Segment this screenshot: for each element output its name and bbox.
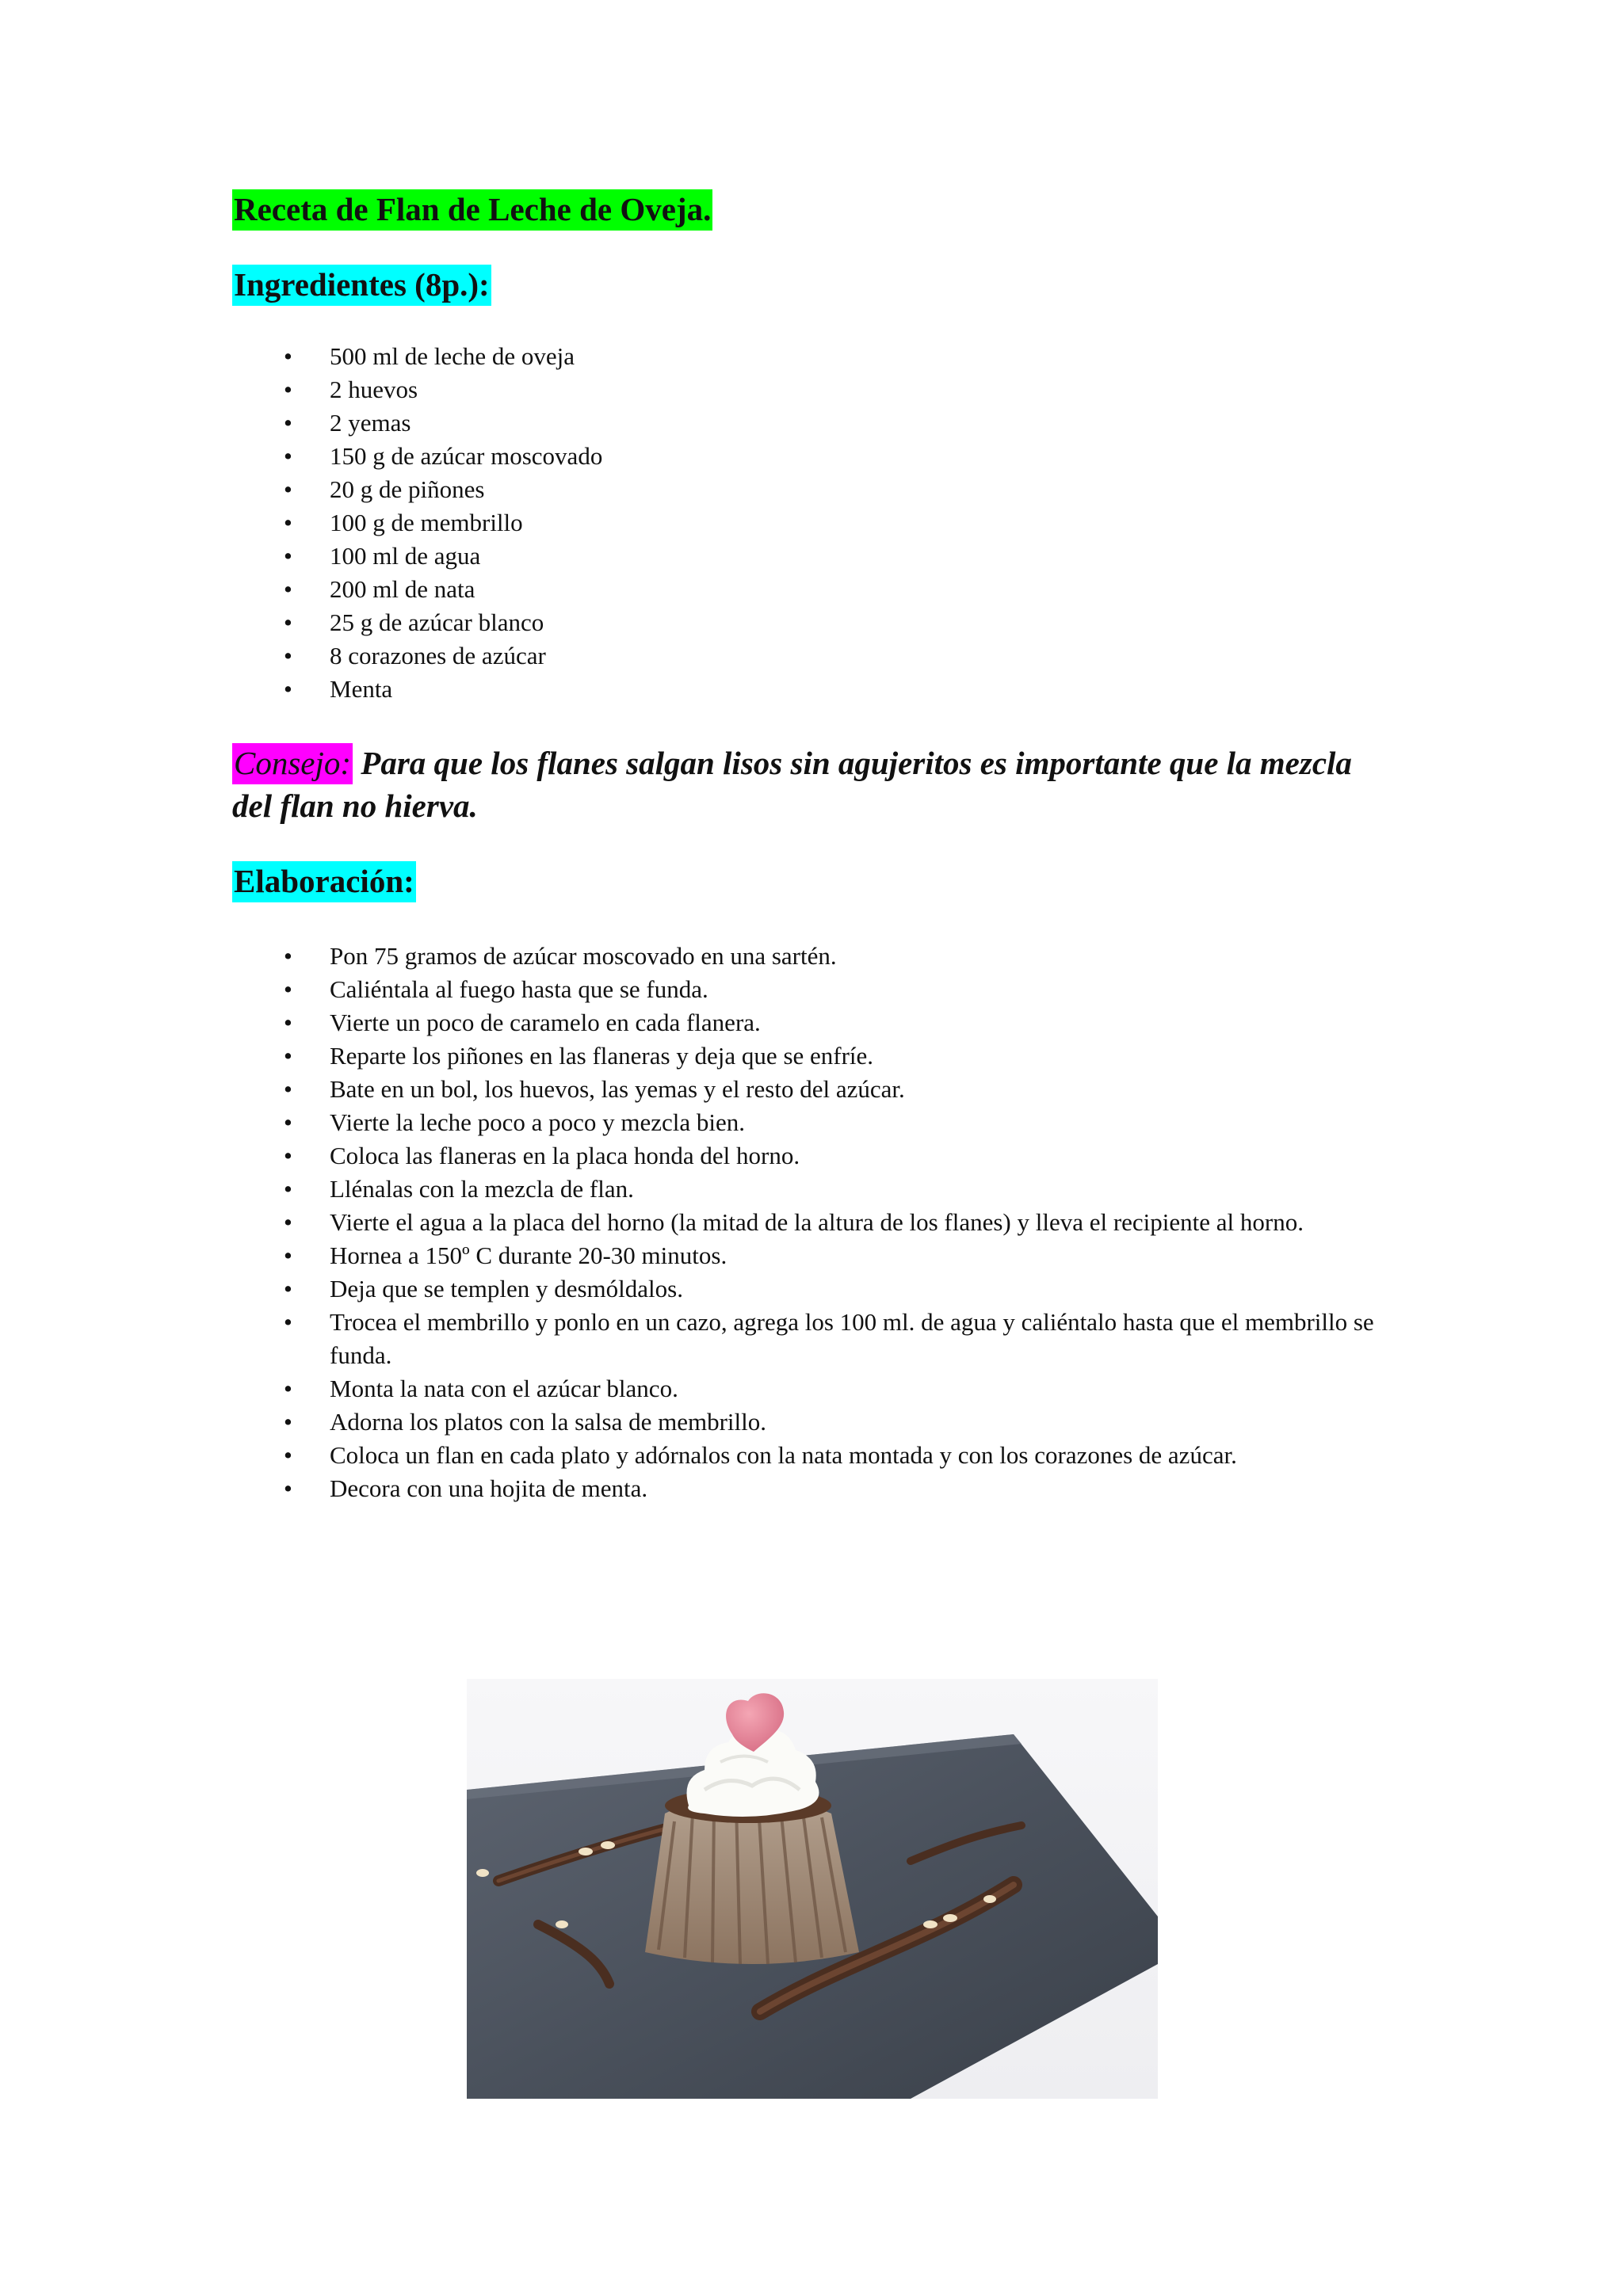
elaboration-heading: [232, 862, 1389, 900]
step-item: [232, 1472, 1389, 1505]
bullet-icon: •: [284, 675, 292, 703]
bullet-icon: •: [284, 1175, 292, 1203]
bullet-icon: •: [284, 1275, 292, 1302]
bullet-icon: •: [284, 642, 292, 669]
step-item-text: Coloca las flaneras en la placa honda del horno.: [330, 1142, 800, 1169]
ingredient-item: [232, 406, 1389, 440]
step-item: [232, 1306, 1389, 1372]
step-item: [232, 1272, 1389, 1306]
step-item: [232, 1006, 1389, 1039]
step-item: [232, 1139, 1389, 1173]
step-item-text: Hornea a 150º C durante 20-30 minutos.: [330, 1241, 727, 1269]
ingredient-item-text: 2 yemas: [330, 409, 411, 437]
step-item-text: Vierte un poco de caramelo en cada flanera.: [330, 1009, 761, 1036]
bullet-icon: •: [284, 475, 292, 503]
step-item-text: Trocea el membrillo y ponlo en un cazo, agrega los 100 ml. de agua y caliéntalo hasta que el membrillo se funda.: [330, 1308, 1374, 1369]
step-item-text: Llénalas con la mezcla de flan.: [330, 1175, 634, 1203]
ingredient-item: [232, 573, 1389, 606]
tip-paragraph: [232, 742, 1389, 827]
step-item: [232, 1073, 1389, 1106]
step-item-text: Bate en un bol, los huevos, las yemas y el resto del azúcar.: [330, 1075, 905, 1103]
step-item: [232, 973, 1389, 1006]
bullet-icon: •: [284, 1142, 292, 1169]
ingredient-item-text: 200 ml de nata: [330, 575, 475, 603]
ingredient-item: [232, 606, 1389, 639]
bullet-icon: •: [284, 608, 292, 636]
step-item: [232, 940, 1389, 973]
ingredient-item: [232, 639, 1389, 673]
bullet-icon: •: [284, 575, 292, 603]
bullet-icon: •: [284, 1075, 292, 1103]
step-item-text: Decora con una hojita de menta.: [330, 1474, 648, 1502]
ingredients-heading-text: Ingredientes (8p.):: [232, 265, 491, 306]
elaboration-heading-text: Elaboración:: [232, 861, 416, 902]
ingredient-item-text: 100 g de membrillo: [330, 509, 523, 536]
step-item-text: Pon 75 gramos de azúcar moscovado en una sartén.: [330, 942, 837, 970]
step-item: [232, 1439, 1389, 1472]
step-item: [232, 1106, 1389, 1139]
step-item-text: Caliéntala al fuego hasta que se funda.: [330, 975, 708, 1003]
ingredient-item: [232, 373, 1389, 406]
bullet-icon: •: [284, 1241, 292, 1269]
bullet-icon: •: [284, 442, 292, 470]
ingredient-item-text: 8 corazones de azúcar: [330, 642, 546, 669]
bullet-icon: •: [284, 1408, 292, 1436]
bullet-icon: •: [284, 376, 292, 403]
step-item: [232, 1405, 1389, 1439]
bullet-icon: •: [284, 1308, 292, 1336]
ingredient-item-text: 500 ml de leche de oveja: [330, 342, 575, 370]
document-content: [232, 190, 1389, 1505]
bullet-icon: •: [284, 1009, 292, 1036]
recipe-title-text: Receta de Flan de Leche de Oveja.: [232, 189, 712, 231]
ingredient-item-text: Menta: [330, 675, 393, 703]
bullet-icon: •: [284, 409, 292, 437]
step-item-text: Coloca un flan en cada plato y adórnalos con la nata montada y con los corazones de azúcar.: [330, 1441, 1237, 1469]
bullet-icon: •: [284, 1441, 292, 1469]
ingredient-item: [232, 340, 1389, 373]
step-item-text: Vierte el agua a la placa del horno (la mitad de la altura de los flanes) y lleva el recipiente al horno.: [330, 1208, 1304, 1236]
step-item-text: Vierte la leche poco a poco y mezcla bien.: [330, 1108, 746, 1136]
step-item: [232, 1173, 1389, 1206]
ingredient-item: [232, 540, 1389, 573]
ingredients-heading: [232, 265, 1389, 303]
step-item-text: Monta la nata con el azúcar blanco.: [330, 1375, 678, 1402]
tip-text: Para que los flanes salgan lisos sin agujeritos es importante que la mezcla del flan no hierva.: [232, 745, 1352, 824]
bullet-icon: •: [284, 1108, 292, 1136]
step-item-text: Deja que se templen y desmóldalos.: [330, 1275, 683, 1302]
ingredient-item-text: 100 ml de agua: [330, 542, 481, 570]
ingredient-item-text: 25 g de azúcar blanco: [330, 608, 544, 636]
flan-photo-illustration: [467, 1679, 1158, 2099]
elaboration-steps-list: [232, 940, 1389, 1505]
ingredient-item-text: 20 g de piñones: [330, 475, 485, 503]
tip-label: Consejo:: [232, 743, 353, 784]
step-item: [232, 1206, 1389, 1239]
ingredient-item-text: 2 huevos: [330, 376, 418, 403]
step-item-text: Adorna los platos con la salsa de membrillo.: [330, 1408, 766, 1436]
ingredient-item: [232, 440, 1389, 473]
ingredient-item: [232, 506, 1389, 540]
bullet-icon: •: [284, 1474, 292, 1502]
bullet-icon: •: [284, 1375, 292, 1402]
bullet-icon: •: [284, 342, 292, 370]
bullet-icon: •: [284, 942, 292, 970]
ingredient-item-text: 150 g de azúcar moscovado: [330, 442, 603, 470]
bullet-icon: •: [284, 1042, 292, 1070]
bullet-icon: •: [284, 542, 292, 570]
recipe-title: [232, 190, 1389, 228]
ingredients-list: [232, 340, 1389, 706]
step-item: [232, 1239, 1389, 1272]
step-item-text: Reparte los piñones en las flaneras y deja que se enfríe.: [330, 1042, 874, 1070]
flan-photo: [467, 1679, 1158, 2099]
ingredient-item: [232, 473, 1389, 506]
step-item: [232, 1039, 1389, 1073]
step-item: [232, 1372, 1389, 1405]
bullet-icon: •: [284, 975, 292, 1003]
ingredient-item: [232, 673, 1389, 706]
bullet-icon: •: [284, 509, 292, 536]
bullet-icon: •: [284, 1208, 292, 1236]
